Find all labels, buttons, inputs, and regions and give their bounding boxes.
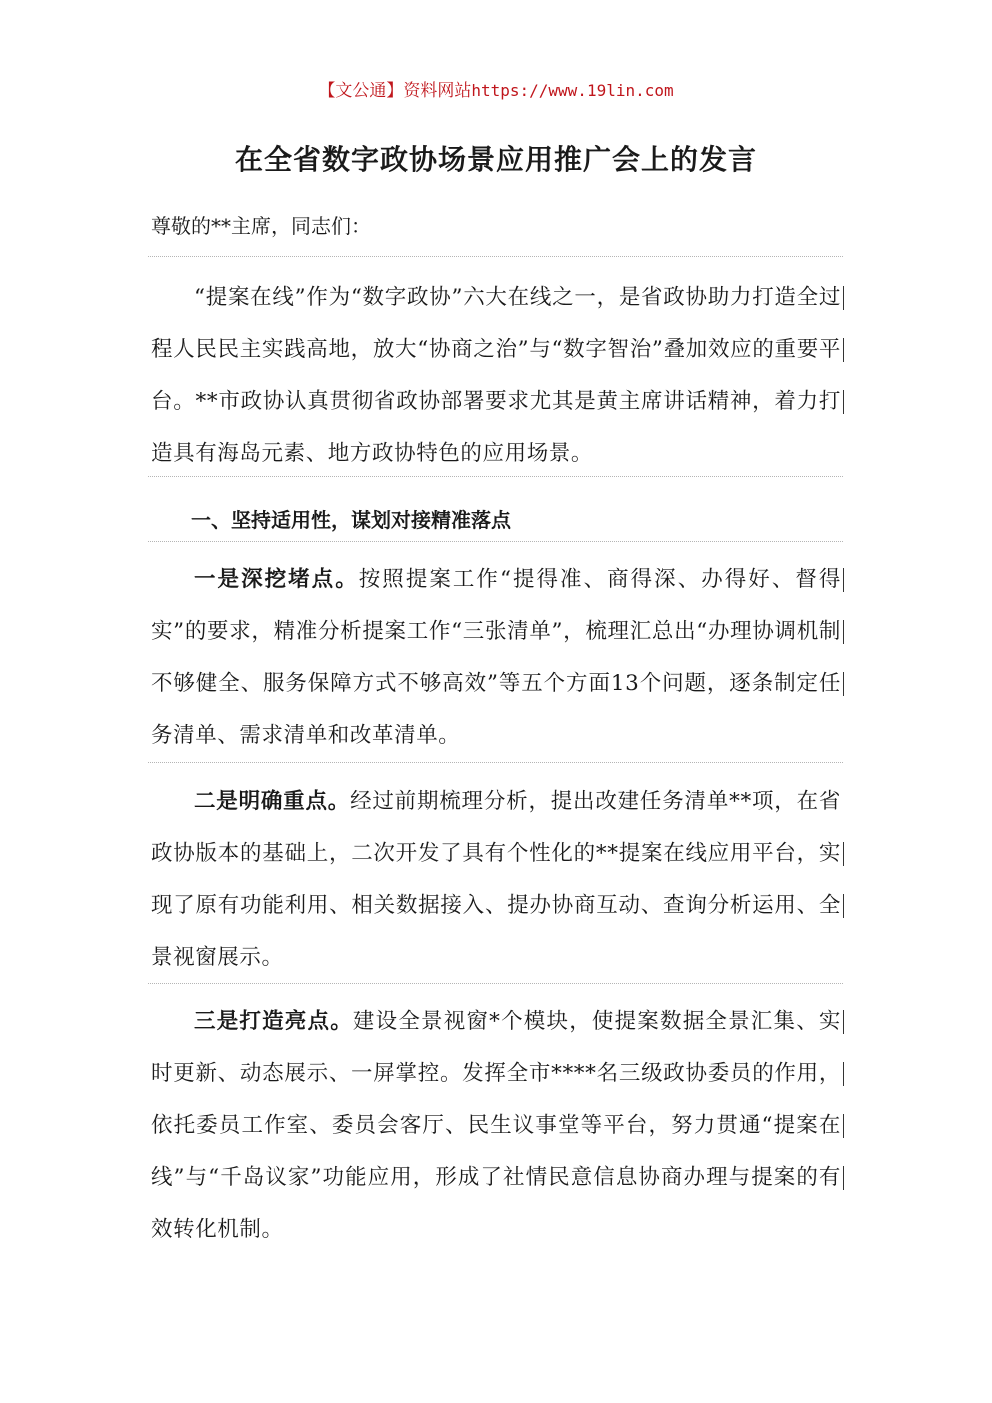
- divider: [148, 476, 843, 477]
- revision-mark: [843, 894, 844, 918]
- site-brand: 【文公通】资料网站: [318, 81, 472, 101]
- revision-mark: [843, 1010, 844, 1034]
- revision-mark: [843, 620, 844, 644]
- point-text: 建设全景视窗*个模块，使提案数据全景汇集、实时更新、动态展示、一屏掌控。发挥全市****名三级政协委员的作用，依托委员工作室、委员会客厅、民生议事堂等平台，努力贯通“提案在线”与“千岛议家”功能应用，形成了社情民意信息协商办理与提案的有效转化机制。: [151, 1009, 842, 1242]
- revision-mark: [843, 1166, 844, 1190]
- divider: [148, 983, 843, 984]
- revision-marks: [843, 0, 845, 1403]
- section-heading: 一、坚持适用性，谋划对接精准落点: [191, 508, 511, 532]
- point-lead: 二是明确重点。: [194, 789, 351, 814]
- revision-mark: [843, 338, 844, 362]
- revision-mark: [843, 1114, 844, 1138]
- page-title: 在全省数字政协场景应用推广会上的发言: [234, 143, 757, 176]
- point-lead: 三是打造亮点。: [194, 1009, 353, 1034]
- divider: [148, 256, 843, 257]
- point-text: 经过前期梳理分析，提出改建任务清单**项，在省政协版本的基础上，二次开发了具有个性化的**提案在线应用平台，实现了原有功能利用、相关数据接入、提办协商互动、查询分析运用、全景视窗展示。: [151, 789, 841, 970]
- point-text: 按照提案工作“提得准、商得深、办得好、督得实”的要求，精准分析提案工作“三张清单”，梳理汇总出“办理协调机制不够健全、服务保障方式不够高效”等五个方面13个问题，逐条制定任务清单、需求清单和改革清单。: [151, 567, 842, 748]
- salutation: 尊敬的**主席，同志们：: [151, 214, 371, 238]
- point-lead: 一是深挖堵点。: [194, 567, 359, 592]
- point-paragraph: [151, 776, 841, 984]
- intro-paragraph: [151, 272, 841, 480]
- revision-mark: [843, 842, 844, 866]
- divider: [148, 762, 843, 763]
- point-paragraph: [151, 554, 841, 762]
- revision-mark: [843, 568, 844, 592]
- revision-mark: [843, 1062, 844, 1086]
- site-url[interactable]: https://www.19lin.com: [471, 81, 674, 100]
- point-paragraph: [151, 996, 841, 1256]
- intro-text: “提案在线”作为“数字政协”六大在线之一，是省政协助力打造全过程人民民主实践高地，放大“协商之治”与“数字智治”叠加效应的重要平台。**市政协认真贯彻省政协部署要求尤其是黄主席讲话精神，着力打造具有海岛元素、地方政协特色的应用场景。: [151, 285, 841, 466]
- revision-mark: [843, 390, 844, 414]
- revision-mark: [843, 286, 844, 310]
- revision-mark: [843, 672, 844, 696]
- divider: [148, 541, 843, 542]
